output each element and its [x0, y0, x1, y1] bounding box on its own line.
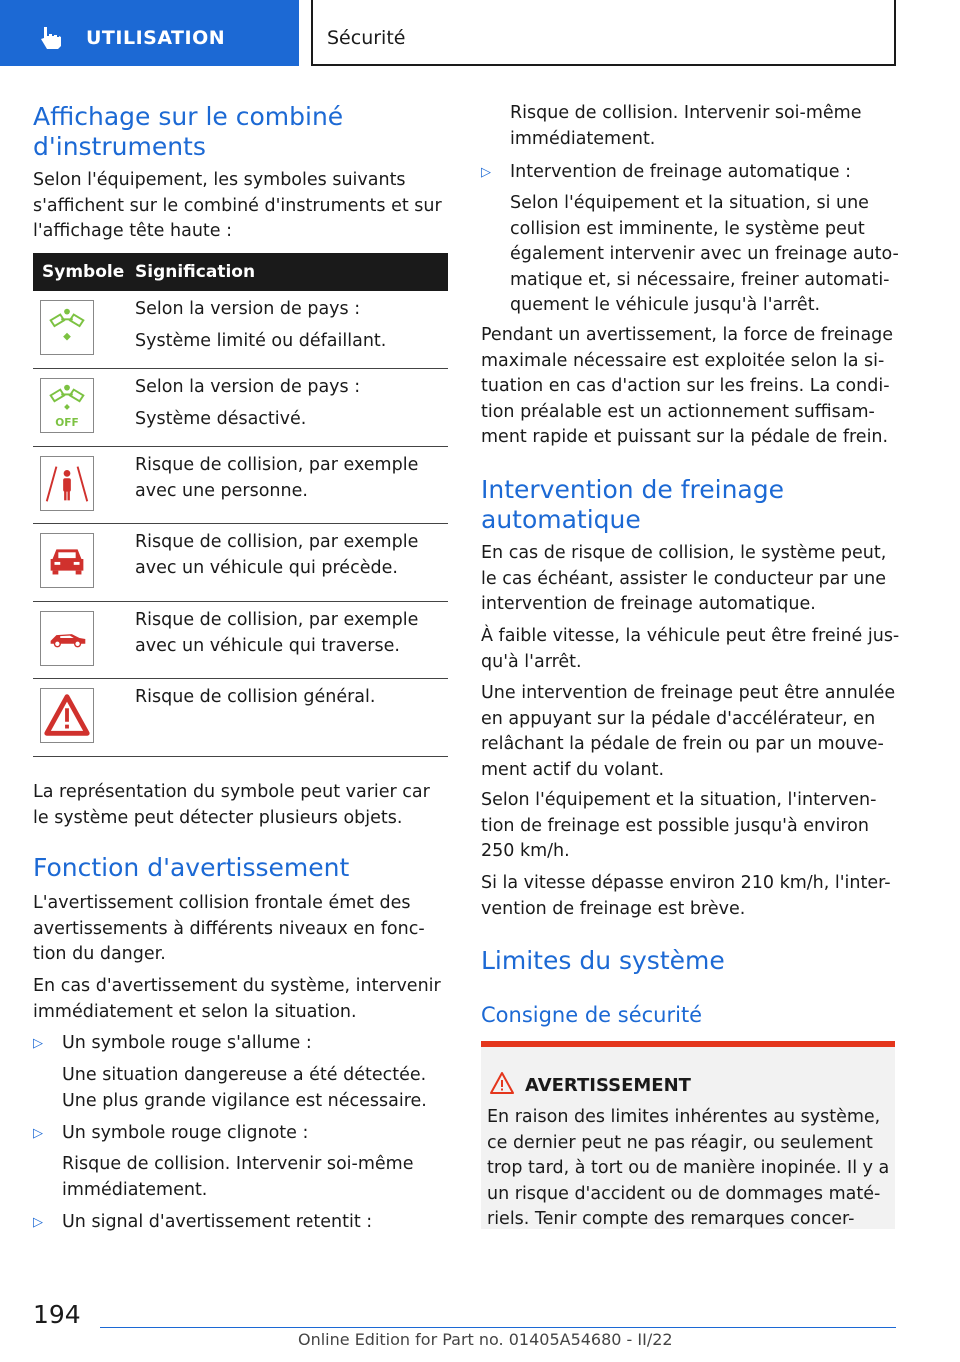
table-row — [33, 291, 448, 369]
chapter-title: Sécurité — [327, 27, 406, 49]
row-meaning: Selon la version de pays : Système limité ou défaillant. — [135, 299, 387, 351]
braking-paragraph-4: Selon l'équipement et la situation, l'interven- tion de freinage est possible jusqu'à environ 250 km/h. — [481, 790, 877, 861]
row-meaning: Risque de collision, par exemple avec un véhicule qui traverse. — [135, 610, 419, 656]
pedestrian-collision-icon — [40, 456, 94, 511]
edition-info: Online Edition for Part no. 01405A54680 - II/22 — [298, 1330, 673, 1349]
heading-warning-function: Fonction d'avertissement — [33, 853, 350, 882]
table-row — [33, 524, 448, 602]
table-row — [33, 447, 448, 524]
list-item-detail: Risque de collision. Intervenir soi-même immédiatement. — [62, 1154, 414, 1200]
table-row — [33, 369, 448, 447]
collision-warning-limited-icon — [40, 300, 94, 355]
hand-pointer-icon — [38, 24, 64, 50]
heading-safety-note: Consigne de sécurité — [481, 1003, 703, 1027]
warning-title: AVERTISSEMENT — [525, 1075, 691, 1096]
col-symbol-header: Symbole — [42, 262, 125, 282]
crossing-vehicle-collision-icon — [40, 611, 94, 666]
warning-paragraph-2: En cas d'avertissement du système, intervenir immédiatement et selon la situation. — [33, 976, 441, 1022]
footer-divider — [100, 1327, 896, 1328]
page-header — [0, 0, 960, 66]
braking-paragraph-5: Si la vitesse dépasse environ 210 km/h, l'inter- vention de freinage est brève. — [481, 873, 891, 919]
col-meaning-header: Signification — [135, 262, 256, 282]
page-number: 194 — [33, 1300, 81, 1329]
table-header — [33, 253, 448, 291]
intro-paragraph: Selon l'équipement, les symboles suivants s'affichent sur le combiné d'instruments et sur l'affichage tête haute : — [33, 170, 442, 241]
bullet-triangle-icon: ▷ — [481, 165, 491, 180]
svg-text:OFF: OFF — [55, 417, 79, 430]
warning-paragraph-1: L'avertissement collision frontale émet des avertissements à différents niveaux en fonc- tion du danger. — [33, 893, 425, 964]
continued-paragraph: Risque de collision. Intervenir soi-même immédiatement. — [510, 103, 862, 149]
braking-paragraph-1: En cas de risque de collision, le système peut, le cas échéant, assister le conducteur par une intervention de freinage automatique. — [481, 543, 887, 614]
braking-force-paragraph: Pendant un avertissement, la force de freinage maximale nécessaire est exploitée selon la si- tuation en cas d'action sur les freins. La condi- tion préalable est un actionnement suffisam- ment rapide et puissant sur la pédale de frein. — [481, 325, 894, 447]
bullet-triangle-icon: ▷ — [33, 1126, 43, 1141]
list-item-detail: Une situation dangereuse a été détectée. Une plus grande vigilance est nécessaire. — [62, 1065, 427, 1111]
vehicle-ahead-collision-icon — [40, 533, 94, 588]
section-label: UTILISATION — [86, 27, 226, 49]
note-paragraph: La représentation du symbole peut varier car le système peut détecter plusieurs objets. — [33, 782, 430, 828]
heading-auto-braking: Intervention de freinage automatique — [481, 475, 785, 534]
row-meaning: Risque de collision, par exemple avec un véhicule qui précède. — [135, 532, 419, 578]
braking-paragraph-2: À faible vitesse, la véhicule peut être freiné jus- qu'à l'arrêt. — [481, 626, 900, 672]
warning-text: En raison des limites inhérentes au système, ce dernier peut ne pas réagir, ou seulement trop tard, à tort ou de manière inopinée. Il y a un risque d'accident ou de dommages maté- riels. Tenir compte des remarques concer- — [487, 1107, 890, 1229]
table-row — [33, 679, 448, 757]
warning-triangle-icon — [489, 1071, 515, 1095]
table-row — [33, 602, 448, 679]
row-meaning: Selon la version de pays : Système désactivé. — [135, 377, 361, 429]
heading-system-limits: Limites du système — [481, 946, 725, 975]
list-item-detail: Selon l'équipement et la situation, si une collision est imminente, le système peut également intervenir avec un freinage auto- matique et, si nécessaire, freiner automati- quement le véhicule jusqu'à l'arrêt. — [510, 193, 899, 315]
collision-warning-off-icon — [40, 378, 94, 433]
braking-paragraph-3: Une intervention de freinage peut être annulée en appuyant sur la pédale d'accélérateur, en relâchant la pédale de frein ou par un mouve- ment actif du volant. — [481, 683, 896, 780]
bullet-triangle-icon: ▷ — [33, 1036, 43, 1051]
section-tab — [0, 0, 299, 66]
heading-display: Affichage sur le combiné d'instruments — [33, 102, 344, 161]
general-warning-icon — [40, 688, 94, 743]
row-meaning: Risque de collision, par exemple avec une personne. — [135, 455, 419, 501]
chapter-box — [311, 0, 896, 66]
bullet-triangle-icon: ▷ — [33, 1215, 43, 1230]
row-meaning: Risque de collision général. — [135, 687, 376, 707]
warning-box — [481, 1041, 895, 1229]
